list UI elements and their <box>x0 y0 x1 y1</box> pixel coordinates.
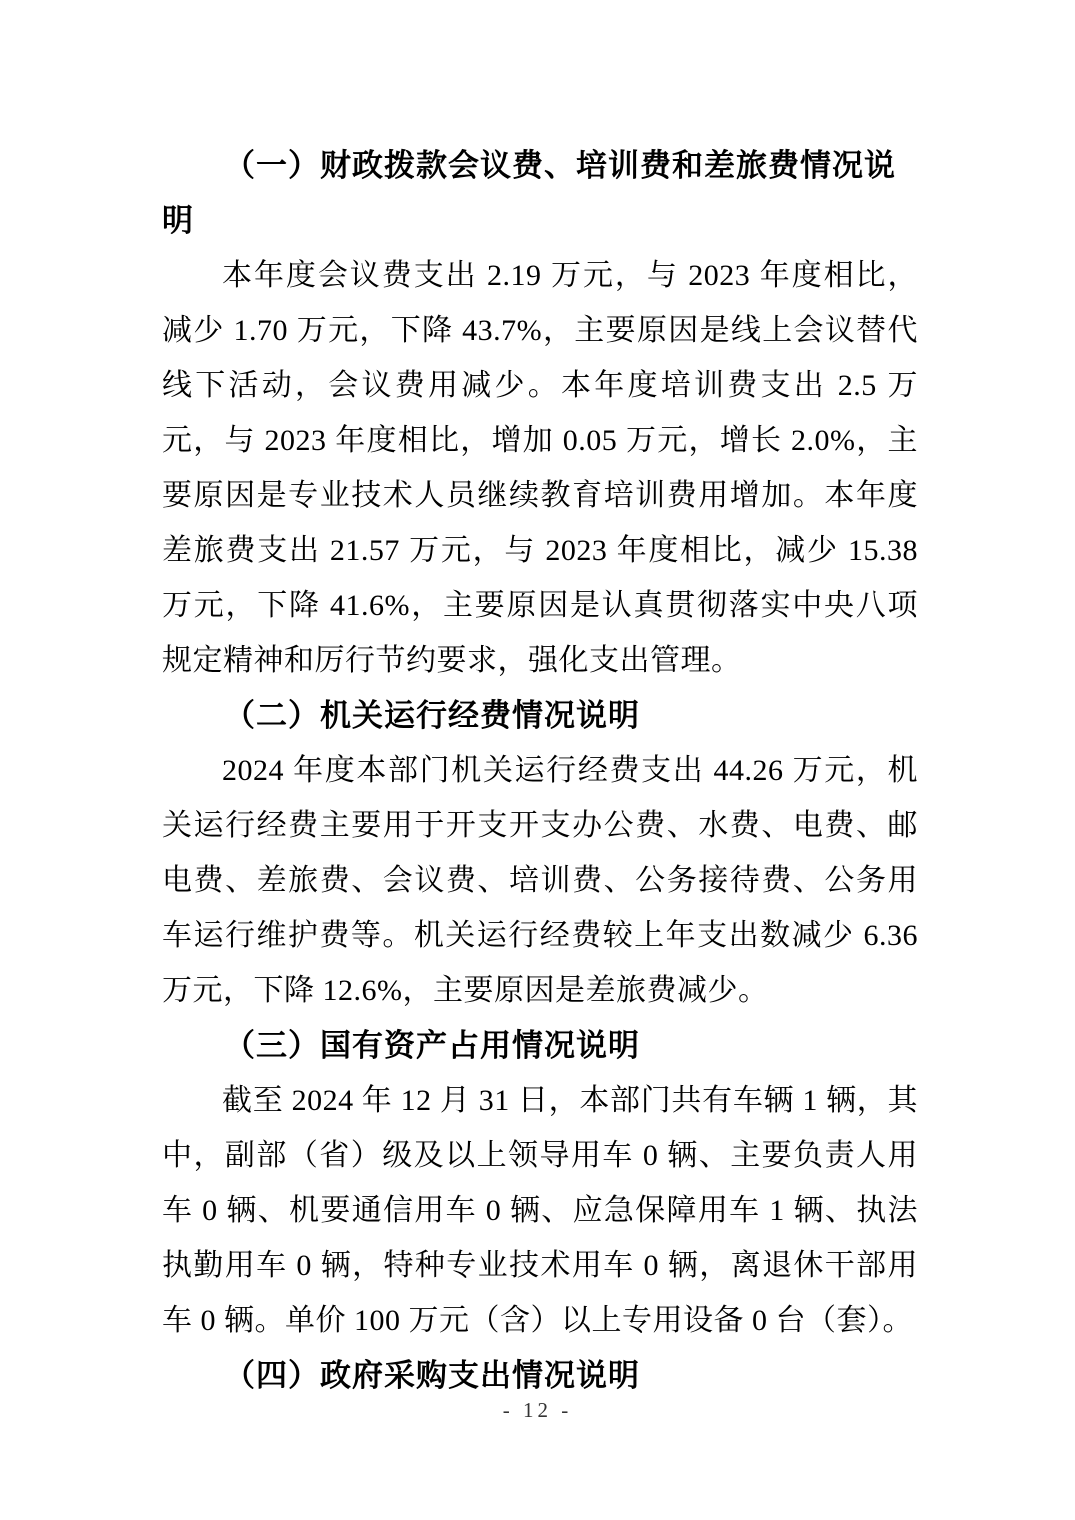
section-agency-operating-expenses <box>162 688 918 1018</box>
page-number: - 12 - <box>502 1398 573 1422</box>
section-heading-2: （二）机关运行经费情况说明 <box>224 698 640 733</box>
section-heading-3: （三）国有资产占用情况说明 <box>224 1028 640 1063</box>
section-paragraph-3: 截至 2024 年 12 月 31 日，本部门共有车辆 1 辆，其中，副部（省）级及以上领导用车 0 辆、主要负责人用车 0 辆、机要通信用车 0 辆、应急保障用车 1 辆、执法执勤用车 0 辆，特种专业技术用车 0 辆，离退休干部用车 0 辆。单价 100 万元（含）以上专用设备 0 台（套）。 <box>162 1084 918 1337</box>
section-fiscal-meeting-training-travel <box>162 138 918 688</box>
section-heading-4: （四）政府采购支出情况说明 <box>224 1358 640 1393</box>
section-paragraph-2: 2024 年度本部门机关运行经费支出 44.26 万元，机关运行经费主要用于开支开支办公费、水费、电费、邮电费、差旅费、会议费、培训费、公务接待费、公务用车运行维护费等。机关运行经费较上年支出数减少 6.36 万元，下降 12.6%，主要原因是差旅费减少。 <box>162 754 918 1007</box>
document-content <box>162 138 918 1403</box>
page-footer <box>0 1398 1075 1423</box>
section-government-procurement <box>162 1348 918 1403</box>
section-heading-1: （一）财政拨款会议费、培训费和差旅费情况说明 <box>162 148 896 238</box>
section-state-assets-occupancy <box>162 1018 918 1348</box>
section-paragraph-1: 本年度会议费支出 2.19 万元，与 2023 年度相比，减少 1.70 万元，下降 43.7%，主要原因是线上会议替代线下活动，会议费用减少。本年度培训费支出 2.5 万元，与 2023 年度相比，增加 0.05 万元，增长 2.0%，主要原因是专业技术人员继续教育培训费用增加。本年度差旅费支出 21.57 万元，与 2023 年度相比，减少 15.38 万元，下降 41.6%，主要原因是认真贯彻落实中央八项规定精神和厉行节约要求，强化支出管理。 <box>162 259 918 677</box>
